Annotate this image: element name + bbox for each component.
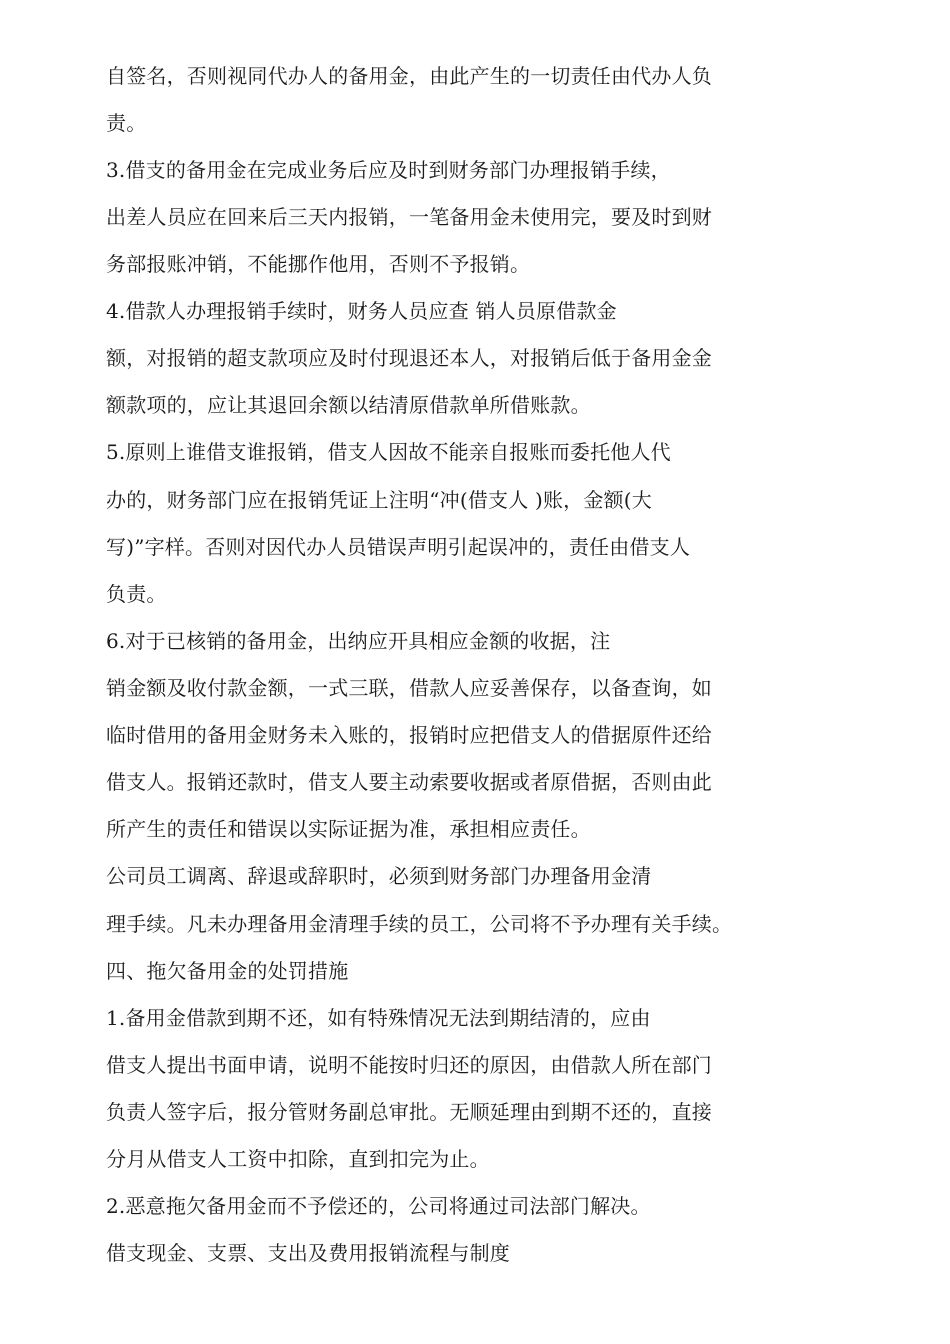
text-line: 销金额及收付款金额，一式三联，借款人应妥善保存，以备查询，如 (106, 676, 712, 700)
text-line: 额，对报销的超支款项应及时付现退还本人，对报销后低于备用金金 (106, 346, 712, 370)
text-line: 5.原则上谁借支谁报销，借支人因故不能亲自报账而委托他人代 (106, 440, 671, 464)
text-line: 办的，财务部门应在报销凭证上注明“冲(借支人 )账，金额(大 (106, 488, 652, 512)
text-line: 负责人签字后，报分管财务副总审批。无顺延理由到期不还的，直接 (106, 1100, 712, 1124)
section-heading: 四、拖欠备用金的处罚措施 (106, 959, 349, 983)
text-line: 所产生的责任和错误以实际证据为准，承担相应责任。 (106, 817, 591, 841)
text-line: 借支人提出书面申请，说明不能按时归还的原因，由借款人所在部门 (106, 1053, 712, 1077)
text-line: 负责。 (106, 582, 167, 606)
text-line: 临时借用的备用金财务未入账的，报销时应把借支人的借据原件还给 (106, 723, 712, 747)
text-line: 自签名，否则视同代办人的备用金，由此产生的一切责任由代办人负 (106, 64, 712, 88)
text-line: 务部报账冲销，不能挪作他用，否则不予报销。 (106, 252, 531, 276)
text-line: 3.借支的备用金在完成业务后应及时到财务部门办理报销手续， (106, 158, 671, 182)
text-line: 理手续。凡未办理备用金清理手续的员工，公司将不予办理有关手续。 (106, 912, 733, 936)
section-heading: 借支现金、支票、支出及费用报销流程与制度 (106, 1241, 510, 1265)
text-line: 2.恶意拖欠备用金而不予偿还的，公司将通过司法部门解决。 (106, 1194, 651, 1218)
text-line: 出差人员应在回来后三天内报销，一笔备用金未使用完，要及时到财 (106, 205, 712, 229)
text-line: 借支人。报销还款时，借支人要主动索要收据或者原借据，否则由此 (106, 770, 712, 794)
text-line: 责。 (106, 111, 147, 135)
text-line: 4.借款人办理报销手续时，财务人员应查 销人员原借款金 (106, 299, 617, 323)
text-line: 分月从借支人工资中扣除，直到扣完为止。 (106, 1147, 490, 1171)
text-line: 6.对于已核销的备用金，出纳应开具相应金额的收据，注 (106, 629, 611, 653)
text-line: 1.备用金借款到期不还，如有特殊情况无法到期结清的，应由 (106, 1006, 651, 1030)
text-line: 公司员工调离、辞退或辞职时，必须到财务部门办理备用金清 (106, 864, 652, 888)
text-line: 写)”字样。否则对因代办人员错误声明引起误冲的，责任由借支人 (106, 535, 691, 559)
text-line: 额款项的，应让其退回余额以结清原借款单所借账款。 (106, 393, 591, 417)
